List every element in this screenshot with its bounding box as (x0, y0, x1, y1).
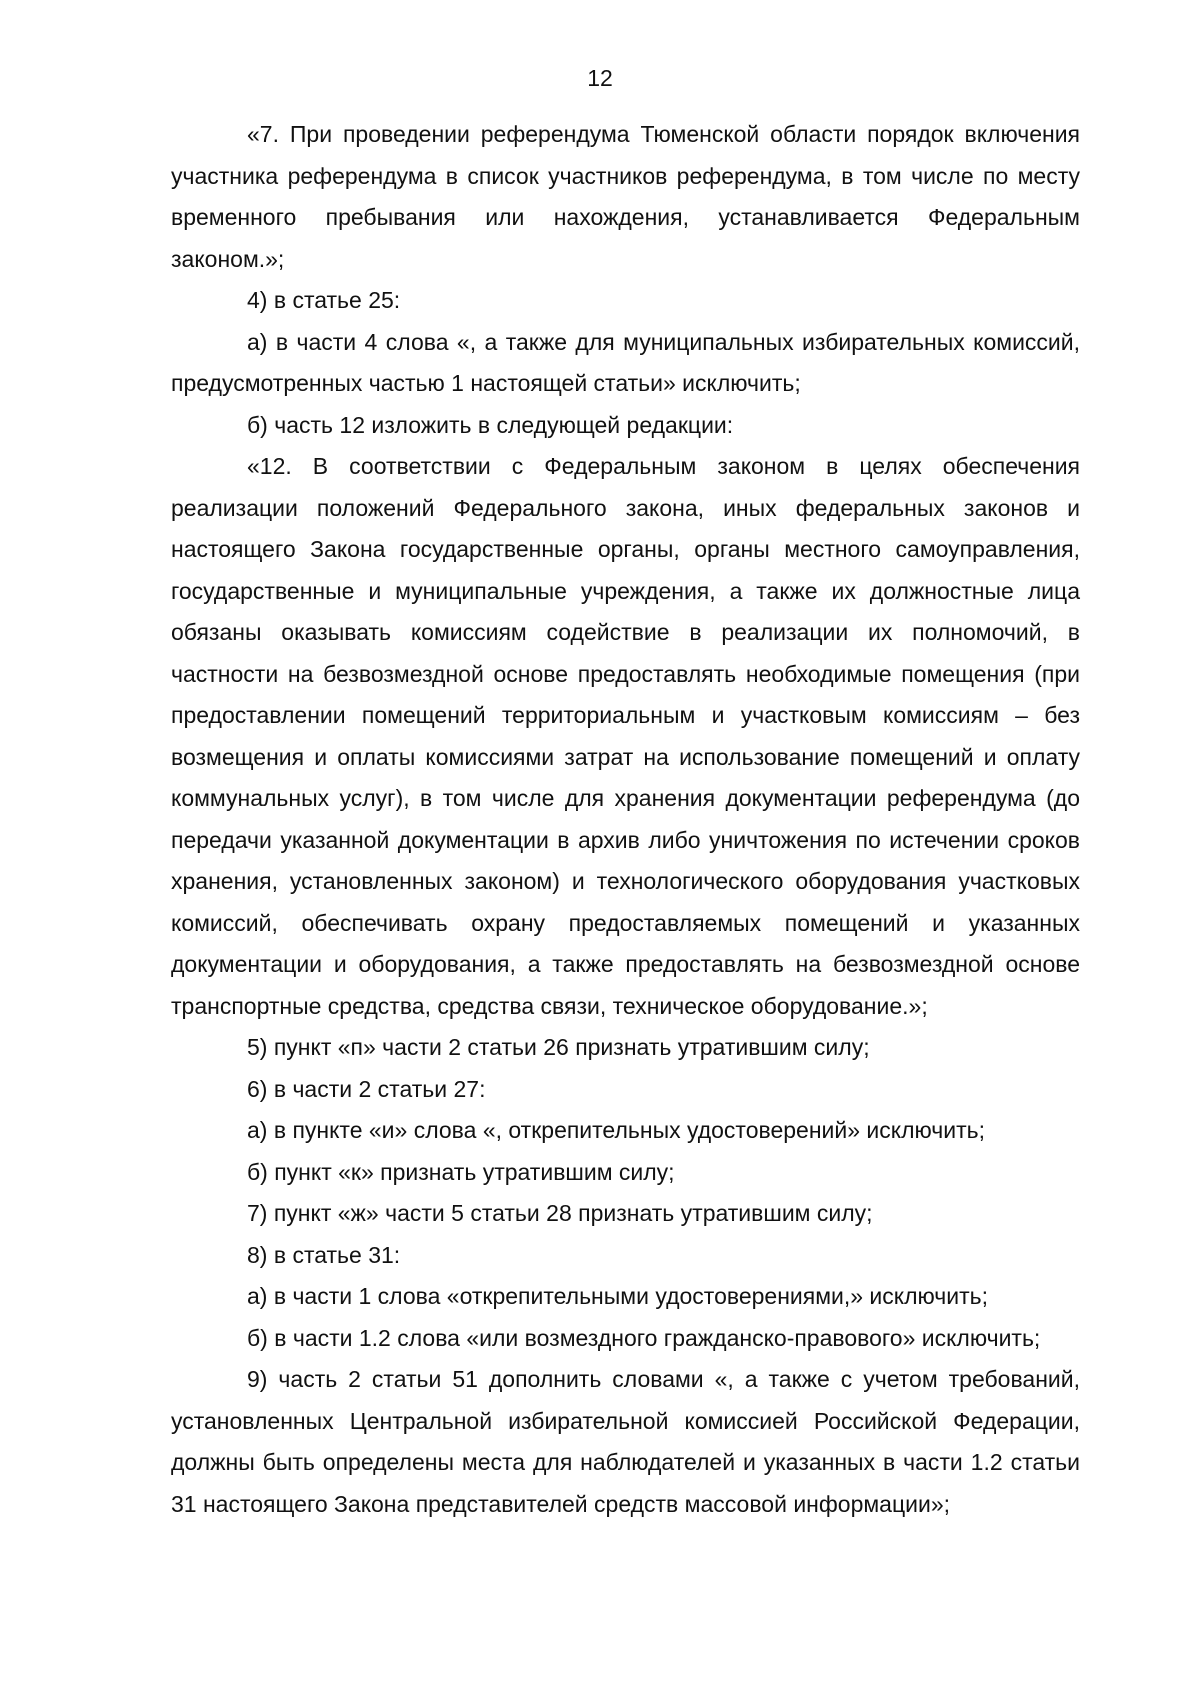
paragraph-article-25-a: а) в части 4 слова «, а также для муниципальных избирательных комиссий, предусмотренных частью 1 настоящей статьи» исключить; (171, 328, 1080, 396)
paragraph-article-27-b: б) пункт «к» признать утратившим силу; (247, 1158, 675, 1185)
paragraph-item-7: «7. При проведении референдума Тюменской области порядок включения участника референдума в список участников референдума, в том числе по месту временного пребывания или нахождения, устанавливается Федеральным законом.»; (171, 121, 1080, 272)
paragraph-article-28: 7) пункт «ж» части 5 статьи 28 признать утратившим силу; (247, 1200, 873, 1226)
paragraph-article-27: 6) в части 2 статьи 27: (247, 1075, 486, 1102)
paragraph-article-25-b: б) часть 12 изложить в следующей редакции: (247, 411, 734, 438)
paragraph-article-51: 9) часть 2 статьи 51 дополнить словами «, а также с учетом требований, установленных Центральной избирательной комиссией Российской Федерации, должны быть определены места для наблюдателей и указанных в части 1.2 статьи 31 настоящего Закона представителей средств массовой информации»; (171, 1366, 1080, 1517)
paragraph-article-31-b: б) в части 1.2 слова «или возмездного гражданско-правового» исключить; (247, 1324, 1041, 1351)
paragraph-article-25: 4) в статье 25: (247, 287, 401, 313)
paragraph-article-31-a: а) в части 1 слова «открепительными удостоверениями,» исключить; (247, 1283, 988, 1309)
paragraph-item-12: «12. В соответствии с Федеральным законом в целях обеспечения реализации положений Федерального закона, иных федеральных законов и настоящего Закона государственные органы, органы местного самоуправления, государственные и муниципальные учреждения, а также их должностные лица обязаны оказывать комиссиям содействие в реализации их полномочий, в частности на безвозмездной основе предоставлять необходимые помещения (при предоставлении помещений территориальным и участковым комиссиям – без возмещения и оплаты комиссиями затрат на использование помещений и оплату коммунальных услуг), в том числе для хранения документации референдума (до передачи указанной документации в архив либо уничтожения по истечении сроков хранения, установленных законом) и технологического оборудования участковых комиссий, обеспечивать охрану предоставляемых помещений и указанных документации и оборудования, а также предоставлять на безвозмездной основе транспортные средства, средства связи, техническое оборудование.»; (171, 453, 1080, 1019)
paragraph-article-27-a: а) в пункте «и» слова «, открепительных удостоверений» исключить; (247, 1117, 985, 1143)
page-number: 12 (587, 65, 613, 91)
document-body (171, 114, 1080, 1525)
paragraph-article-31: 8) в статье 31: (247, 1241, 401, 1268)
paragraph-article-26: 5) пункт «п» части 2 статьи 26 признать утратившим силу; (247, 1034, 870, 1060)
